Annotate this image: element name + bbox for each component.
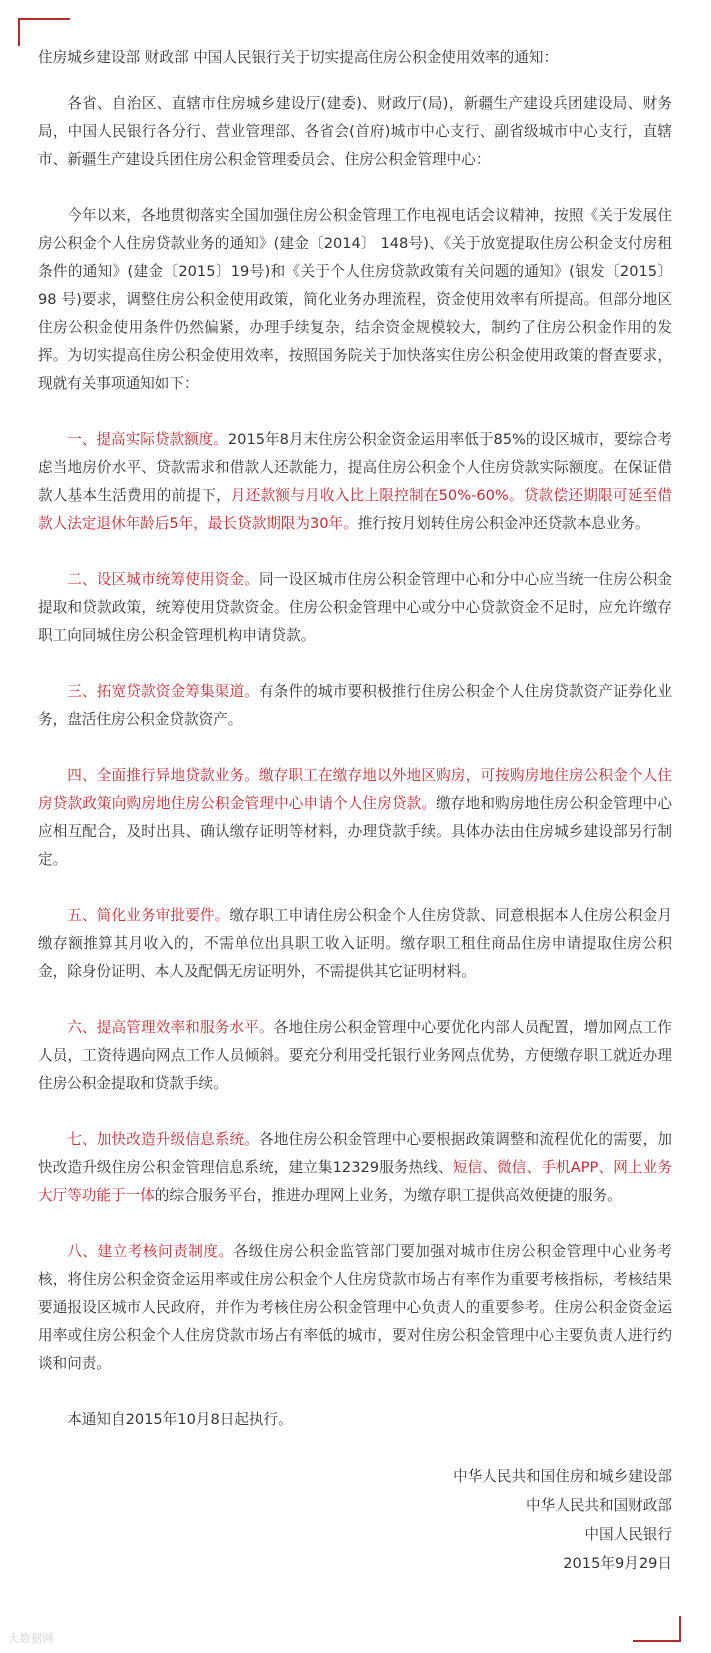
signature-org-finance: 中华人民共和国财政部 (526, 1497, 672, 1514)
item-6: 六、提高管理效率和服务水平。各地住房公积金管理中心要优化内部人员配置，增加网点工作人员，工资待遇向网点工作人员倾斜。要充分利用受托银行业务网点优势，方便缴存职工就近办理住房公积金提取和贷款手续。 (38, 1019, 672, 1092)
watermark (8, 1630, 54, 1646)
item-heading: 八、建立考核问责制度。 (67, 1243, 234, 1260)
item-2: 二、设区城市统筹使用资金。同一设区城市住房公积金管理中心和分中心应当统一住房公积金提取和贷款政策，统筹使用贷款资金。住房公积金管理中心或分中心贷款资金不足时，应允许缴存职工向同城住房公积金管理机构申请贷款。 (38, 571, 672, 644)
item-heading: 六、提高管理效率和服务水平。 (67, 1019, 274, 1036)
item-8: 八、建立考核问责制度。各级住房公积金监管部门要加强对城市住房公积金管理中心业务考核，将住房公积金资金运用率或住房公积金个人住房贷款市场占有率作为重要考核指标，考核结果要通报设区城市人民政府，并作为考核住房公积金管理中心负责人的重要参考。住房公积金资金运用率或住房公积金个人住房贷款市场占有率低的城市，要对住房公积金管理中心主要负责人进行约谈和问责。 (38, 1243, 672, 1372)
item-heading: 七、加快改造升级信息系统。 (67, 1131, 259, 1148)
item-3: 三、拓宽贷款资金筹集渠道。有条件的城市要积极推行住房公积金个人住房贷款资产证券化业务，盘活住房公积金贷款资产。 (38, 683, 672, 728)
item-heading: 一、提高实际贷款额度。 (67, 431, 228, 448)
item-4: 四、全面推行异地贷款业务。缴存职工在缴存地以外地区购房，可按购房地住房公积金个人住房贷款政策向购房地住房公积金管理中心申请个人住房贷款。缴存地和购房地住房公积金管理中心应相互配合，及时出具、确认缴存证明等材料，办理贷款手续。具体办法由住房城乡建设部另行制定。 (38, 767, 672, 868)
signature-date: 2015年9月29日 (563, 1555, 672, 1572)
item-1: 一、提高实际贷款额度。2015年8月末住房公积金资金运用率低于85%的设区城市，要综合考虑当地房价水平、贷款需求和借款人还款能力，提高住房公积金个人住房贷款实际额度。在保证借款人基本生活费用的前提下，月还款额与月收入比上限控制在50%-60%。贷款偿还期限可延至借款人法定退休年龄后5年，最长贷款期限为30年。推行按月划转住房公积金冲还贷款本息业务。 (38, 431, 672, 532)
document-title: 住房城乡建设部 财政部 中国人民银行关于切实提高住房公积金使用效率的通知： (38, 49, 559, 66)
document-body (38, 44, 672, 1578)
signature-block (38, 1462, 672, 1578)
corner-mark-bottom-right (633, 1616, 681, 1642)
watermark-text: 大数据网 (8, 1632, 54, 1645)
intro-paragraph: 今年以来，各地贯彻落实全国加强住房公积金管理工作电视电话会议精神，按照《关于发展住房公积金个人住房贷款业务的通知》(建金〔2014〕 148号)、《关于放宽提取住房公积金支付房租条件的通知》(建金〔2015〕19号)和《关于个人住房贷款政策有关问题的通知》(银发〔2015〕98 号)要求，调整住房公积金使用政策，简化业务办理流程，资金使用效率有所提高。但部分地区住房公积金使用条件仍然偏紧，办理手续复杂，结余资金规模较大，制约了住房公积金作用的发挥。为切实提高住房公积金使用效率，按照国务院关于加快落实住房公积金使用政策的督查要求，现就有关事项通知如下： (38, 207, 672, 392)
item-heading: 四、全面推行异地贷款业务。缴存职工在缴存地以外地区购房，可按购房地住房公积金个人住房贷款政策向购房地住房公积金管理中心申请个人住房贷款。 (38, 767, 672, 812)
addressee-paragraph: 各省、自治区、直辖市住房城乡建设厅(建委)、财政厅(局)，新疆生产建设兵团建设局、财务局，中国人民银行各分行、营业管理部、各省会(首府)城市中心支行、副省级城市中心支行，直辖市、新疆生产建设兵团住房公积金管理委员会、住房公积金管理中心： (38, 95, 672, 168)
corner-mark-top-left (18, 18, 70, 46)
item-highlight: 短信、微信、手机APP、网上业务大厅等功能于一体 (38, 1159, 672, 1204)
signature-org-bank: 中国人民银行 (584, 1526, 672, 1543)
item-heading: 五、简化业务审批要件。 (67, 907, 230, 924)
effective-date-paragraph: 本通知自2015年10月8日起执行。 (67, 1411, 293, 1428)
signature-org-housing: 中华人民共和国住房和城乡建设部 (453, 1468, 672, 1485)
item-heading: 二、设区城市统筹使用资金。 (67, 571, 259, 588)
item-heading: 三、拓宽贷款资金筹集渠道。 (67, 683, 259, 700)
item-7: 七、加快改造升级信息系统。各地住房公积金管理中心要根据政策调整和流程优化的需要，加快改造升级住房公积金管理信息系统，建立集12329服务热线、短信、微信、手机APP、网上业务大厅等功能于一体的综合服务平台，推进办理网上业务，为缴存职工提供高效便捷的服务。 (38, 1131, 672, 1204)
item-5: 五、简化业务审批要件。缴存职工申请住房公积金个人住房贷款、同意根据本人住房公积金月缴存额推算其月收入的，不需单位出具职工收入证明。缴存职工租住商品住房申请提取住房公积金，除身份证明、本人及配偶无房证明外，不需提供其它证明材料。 (38, 907, 672, 980)
item-highlight: 月还款额与月收入比上限控制在50%-60%。贷款偿还期限可延至借款人法定退休年龄后5年，最长贷款期限为30年。 (38, 487, 672, 532)
